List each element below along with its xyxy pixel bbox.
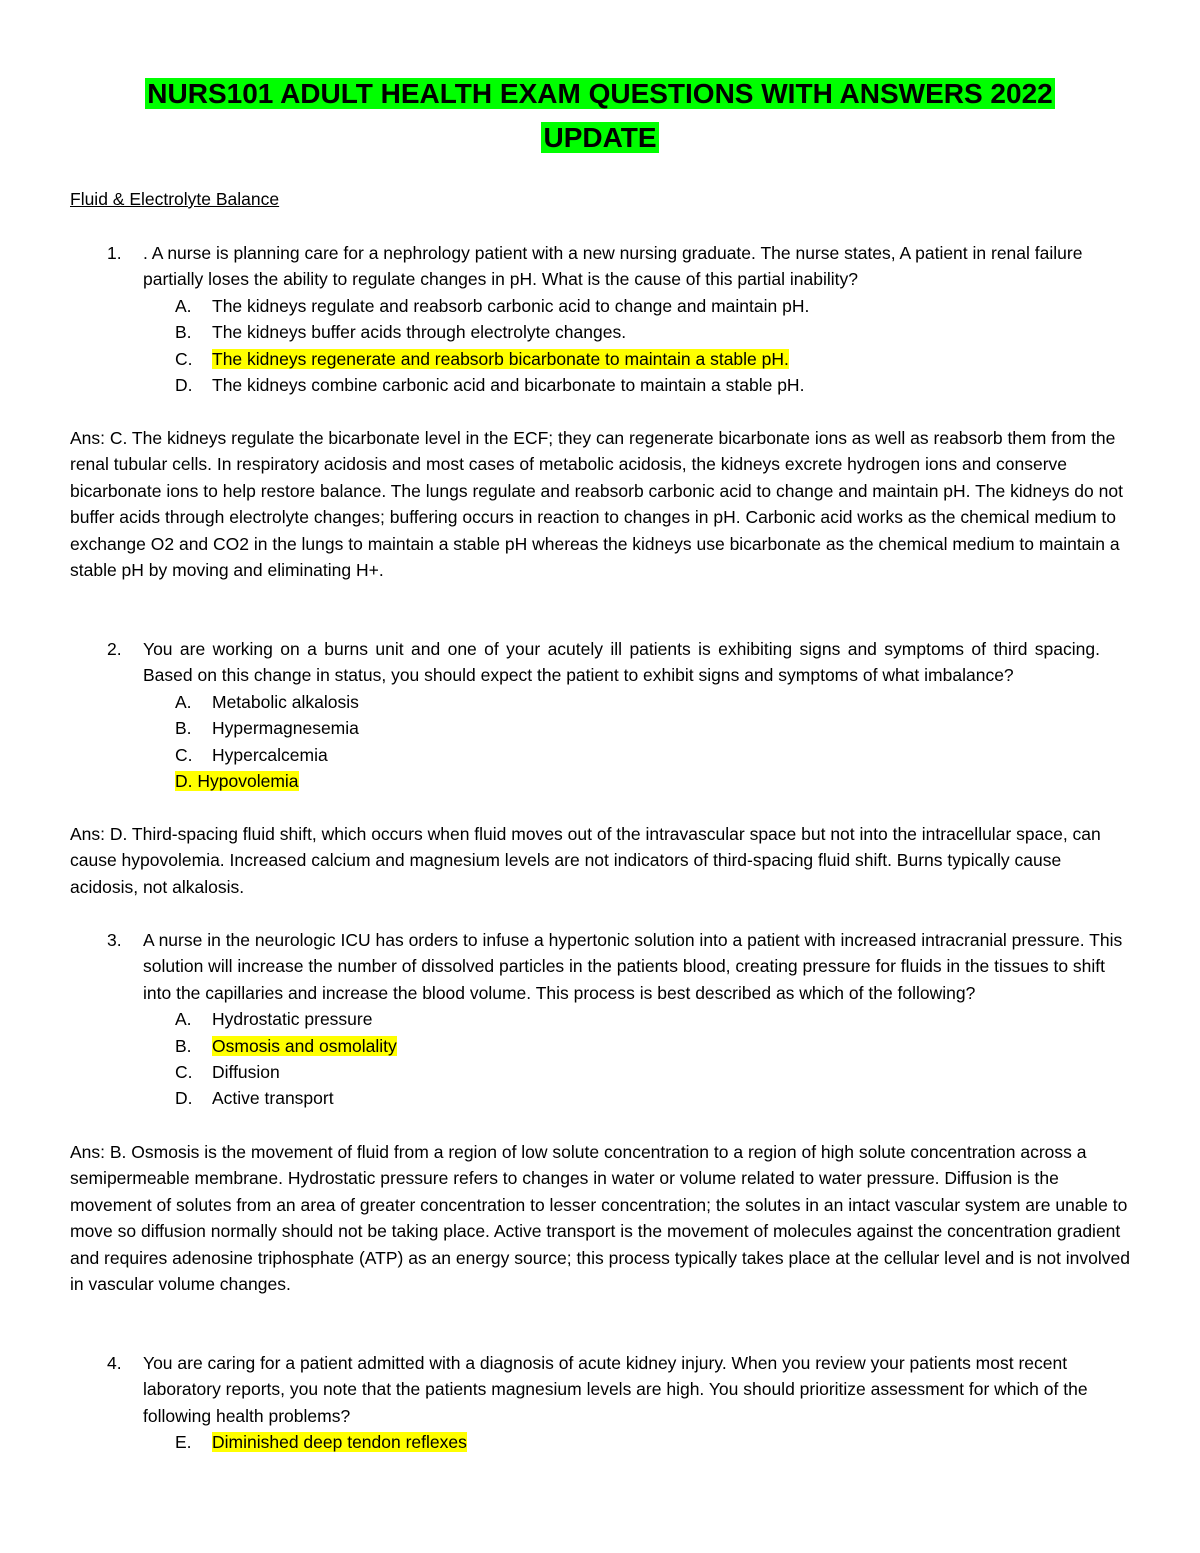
option-text-highlighted: Diminished deep tendon reflexes bbox=[212, 1432, 467, 1453]
question-2 bbox=[70, 636, 1130, 794]
question-stem bbox=[70, 636, 1130, 689]
answer-option-correct bbox=[70, 1429, 1130, 1455]
answer-option bbox=[70, 689, 1130, 715]
option-letter: C. bbox=[175, 744, 193, 765]
answer-explanation-3: Ans: B. Osmosis is the movement of fluid from a region of low solute concentration to a region of high solute concentration across a semipermeable membrane. Hydrostatic pressure refers to changes in water or volume related to water pressure. Diffusion is the movement of solutes from an area of greater concentration to lesser concentration; the solutes in an intact vascular system are unable to move so diffusion normally should not be taking place. Active transport is the movement of molecules against the concentration gradient and requires adenosine triphosphate (ATP) as an energy source; this process typically takes place at the cellular level and is not involved in vascular volume changes. bbox=[70, 1142, 1130, 1295]
option-text: Metabolic alkalosis bbox=[212, 691, 359, 712]
option-letter: C. bbox=[175, 1062, 193, 1083]
option-text: Hypercalcemia bbox=[212, 744, 328, 765]
option-letter: A. bbox=[175, 691, 192, 712]
question-number: 1. bbox=[107, 243, 122, 263]
option-letter: D. bbox=[175, 375, 193, 396]
question-number: 2. bbox=[107, 639, 122, 659]
answer-option bbox=[70, 1006, 1130, 1032]
section-heading: Fluid & Electrolyte Balance bbox=[70, 189, 280, 209]
option-letter: B. bbox=[175, 718, 192, 739]
answer-option bbox=[70, 293, 1130, 319]
answer-option-correct bbox=[70, 1033, 1130, 1059]
option-letter: A. bbox=[175, 1009, 192, 1030]
document-title bbox=[0, 72, 1200, 160]
option-text-highlighted: The kidneys regenerate and reabsorb bicarbonate to maintain a stable pH. bbox=[212, 348, 789, 369]
option-text: The kidneys buffer acids through electrolyte changes. bbox=[212, 322, 627, 343]
question-text: You are working on a burns unit and one of your acutely ill patients is exhibiting signs and symptoms of third spacing. Based on this change in status, you should expect the patient to exhibit signs and symptoms of what imbalance? bbox=[143, 639, 1100, 686]
option-text: Diffusion bbox=[212, 1062, 280, 1083]
option-letter: B. bbox=[175, 322, 192, 343]
option-text: Hydrostatic pressure bbox=[212, 1009, 373, 1030]
option-text-highlighted: D. Hypovolemia bbox=[175, 771, 299, 792]
question-text: A nurse in the neurologic ICU has orders to infuse a hypertonic solution into a patient with increased intracranial pressure. This solution will increase the number of dissolved particles in the patients blood, creating pressure for fluids in the tissues to shift into the capillaries and increase the blood volume. This process is best described as which of the following? bbox=[143, 930, 1123, 1003]
question-1 bbox=[70, 240, 1130, 398]
title-line-2: UPDATE bbox=[543, 122, 657, 153]
question-stem bbox=[70, 1350, 1130, 1429]
option-text: The kidneys combine carbonic acid and bicarbonate to maintain a stable pH. bbox=[212, 375, 805, 396]
question-number: 3. bbox=[107, 930, 122, 950]
question-3 bbox=[70, 927, 1130, 1112]
answer-option bbox=[70, 1085, 1130, 1111]
answer-option bbox=[70, 715, 1130, 741]
option-letter: E. bbox=[175, 1432, 192, 1453]
question-text: . A nurse is planning care for a nephrology patient with a new nursing graduate. The nurse states, A patient in renal failure partially loses the ability to regulate changes in pH. What is the cause of this partial inability? bbox=[143, 243, 1083, 290]
answer-option bbox=[70, 1059, 1130, 1085]
answer-option bbox=[70, 742, 1130, 768]
option-text: Active transport bbox=[212, 1088, 334, 1109]
option-text: Hypermagnesemia bbox=[212, 718, 359, 739]
option-text-highlighted: Osmosis and osmolality bbox=[212, 1035, 397, 1056]
question-text: You are caring for a patient admitted with a diagnosis of acute kidney injury. When you review your patients most recent laboratory reports, you note that the patients magnesium levels are high. You should prioritize assessment for which of the following health problems? bbox=[143, 1353, 1088, 1426]
question-number: 4. bbox=[107, 1353, 122, 1373]
answer-option-correct bbox=[70, 346, 1130, 372]
answer-explanation-1: Ans: C. The kidneys regulate the bicarbonate level in the ECF; they can regenerate bicarbonate ions as well as reabsorb them from the renal tubular cells. In respiratory acidosis and most cases of metabolic acidosis, the kidneys excrete hydrogen ions and conserve bicarbonate ions to help restore balance. The lungs regulate and reabsorb carbonic acid to change and maintain pH. The kidneys do not buffer acids through electrolyte changes; buffering occurs in reaction to changes in pH. Carbonic acid works as the chemical medium to exchange O2 and CO2 in the lungs to maintain a stable pH whereas the kidneys use bicarbonate as the chemical medium to maintain a stable pH by moving and eliminating H+. bbox=[70, 428, 1123, 581]
question-4 bbox=[70, 1350, 1130, 1456]
question-stem bbox=[70, 927, 1130, 1006]
option-letter: B. bbox=[175, 1035, 192, 1056]
option-letter: A. bbox=[175, 295, 192, 316]
answer-option-correct bbox=[70, 768, 1130, 794]
answer-option bbox=[70, 319, 1130, 345]
question-stem bbox=[70, 240, 1130, 293]
answer-option bbox=[70, 372, 1130, 398]
option-text: The kidneys regulate and reabsorb carbonic acid to change and maintain pH. bbox=[212, 295, 810, 316]
option-letter: D. bbox=[175, 1088, 193, 1109]
title-line-1: NURS101 ADULT HEALTH EXAM QUESTIONS WITH ANSWERS 2022 bbox=[147, 78, 1053, 109]
option-letter: C. bbox=[175, 348, 193, 369]
answer-explanation-2: Ans: D. Third-spacing fluid shift, which occurs when fluid moves out of the intravascular space but not into the intracellular space, can cause hypovolemia. Increased calcium and magnesium levels are not indicators of third-spacing fluid shift. Burns typically cause acidosis, not alkalosis. bbox=[70, 824, 1101, 897]
